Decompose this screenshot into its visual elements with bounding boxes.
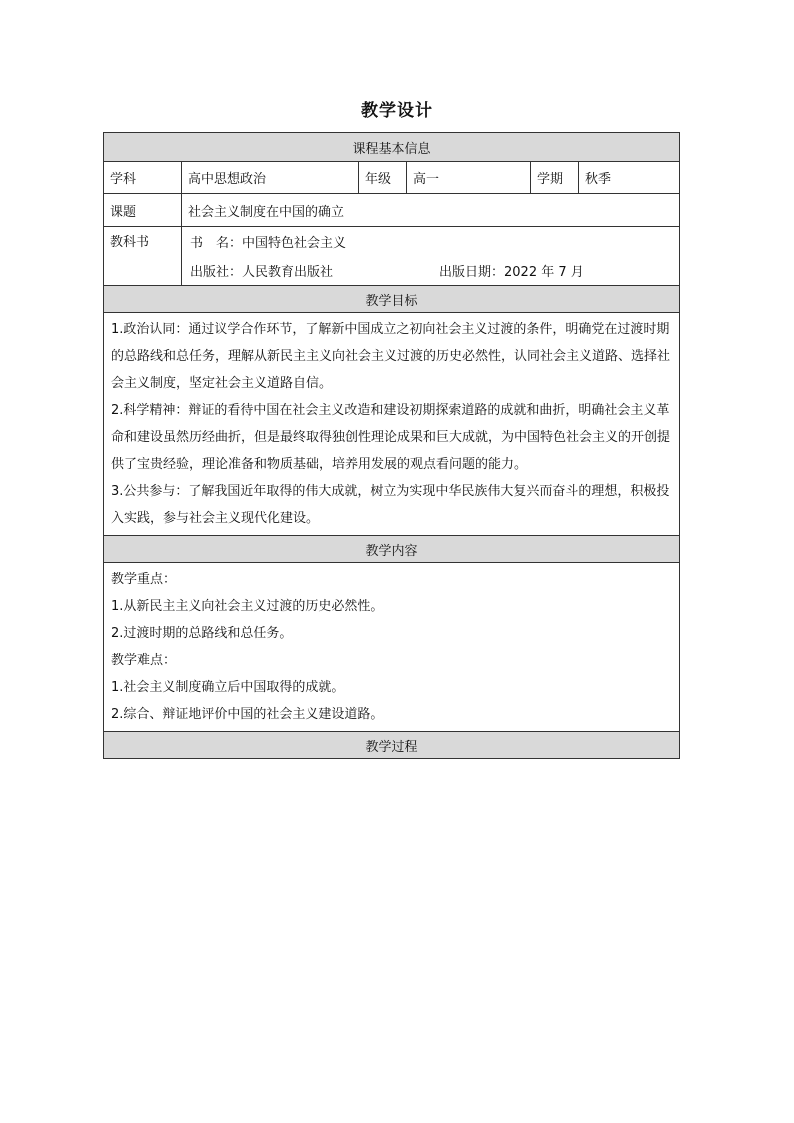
publication-date: 出版日期：2022 年 7 月 (439, 265, 584, 280)
publisher-line (190, 261, 671, 280)
content-header-row (104, 535, 679, 562)
objectives-row (104, 312, 679, 535)
content-item: 2.过渡时期的总路线和总任务。 (111, 626, 293, 641)
term-value: 秋季 (578, 162, 679, 193)
content-item: 教学难点： (111, 653, 177, 668)
content-row (104, 562, 679, 731)
subject-grade-term-row (104, 161, 679, 193)
objective-item: 1.政治认同：通过议学合作环节，了解新中国成立之初向社会主义过渡的条件，明确党在过渡时期的总路线和总任务，理解从新民主主义向社会主义过渡的历史必然性，认同社会主义道路、选择社会主义制度，坚定社会主义道路自信。 (111, 322, 671, 391)
topic-value: 社会主义制度在中国的确立 (181, 194, 679, 226)
content-item: 1.社会主义制度确立后中国取得的成就。 (111, 680, 345, 695)
term-label: 学期 (530, 162, 578, 193)
subject-value: 高中思想政治 (181, 162, 358, 193)
topic-row (104, 193, 679, 226)
textbook-row (104, 226, 679, 285)
basic-info-header-row (104, 133, 679, 161)
basic-info-header: 课程基本信息 (104, 133, 679, 161)
process-header-row (104, 731, 679, 758)
subject-label: 学科 (110, 172, 137, 187)
objectives-header-row (104, 285, 679, 312)
textbook-label: 教科书 (110, 235, 150, 250)
content-item: 教学重点： (111, 572, 177, 587)
content-item: 2.综合、辩证地评价中国的社会主义建设道路。 (111, 707, 384, 722)
objectives-header: 教学目标 (104, 286, 679, 312)
document-title: 教学设计 (361, 101, 433, 121)
objectives-body (104, 313, 679, 535)
content-header: 教学内容 (104, 536, 679, 562)
content-body (104, 563, 679, 731)
grade-label: 年级 (358, 162, 406, 193)
content-item: 1.从新民主主义向社会主义过渡的历史必然性。 (111, 599, 384, 614)
book-name: 书 名：中国特色社会主义 (190, 236, 347, 251)
grade-value: 高一 (406, 162, 530, 193)
publisher: 出版社：人民教育出版社 (190, 265, 334, 280)
objective-item: 3.公共参与：了解我国近年取得的伟大成就，树立为实现中华民族伟大复兴而奋斗的理想，积极投入实践，参与社会主义现代化建设。 (111, 484, 670, 526)
textbook-info (181, 227, 679, 285)
process-header: 教学过程 (104, 732, 679, 758)
topic-label: 课题 (110, 204, 137, 220)
objective-item: 2.科学精神：辩证的看待中国在社会主义改造和建设初期探索道路的成就和曲折，明确社会主义革命和建设虽然历经曲折，但是最终取得独创性理论成果和巨大成就，为中国特色社会主义的开创提供了宝贵经验，理论准备和物质基础，培养用发展的观点看问题的能力。 (111, 403, 671, 472)
lesson-plan-table (103, 132, 680, 759)
